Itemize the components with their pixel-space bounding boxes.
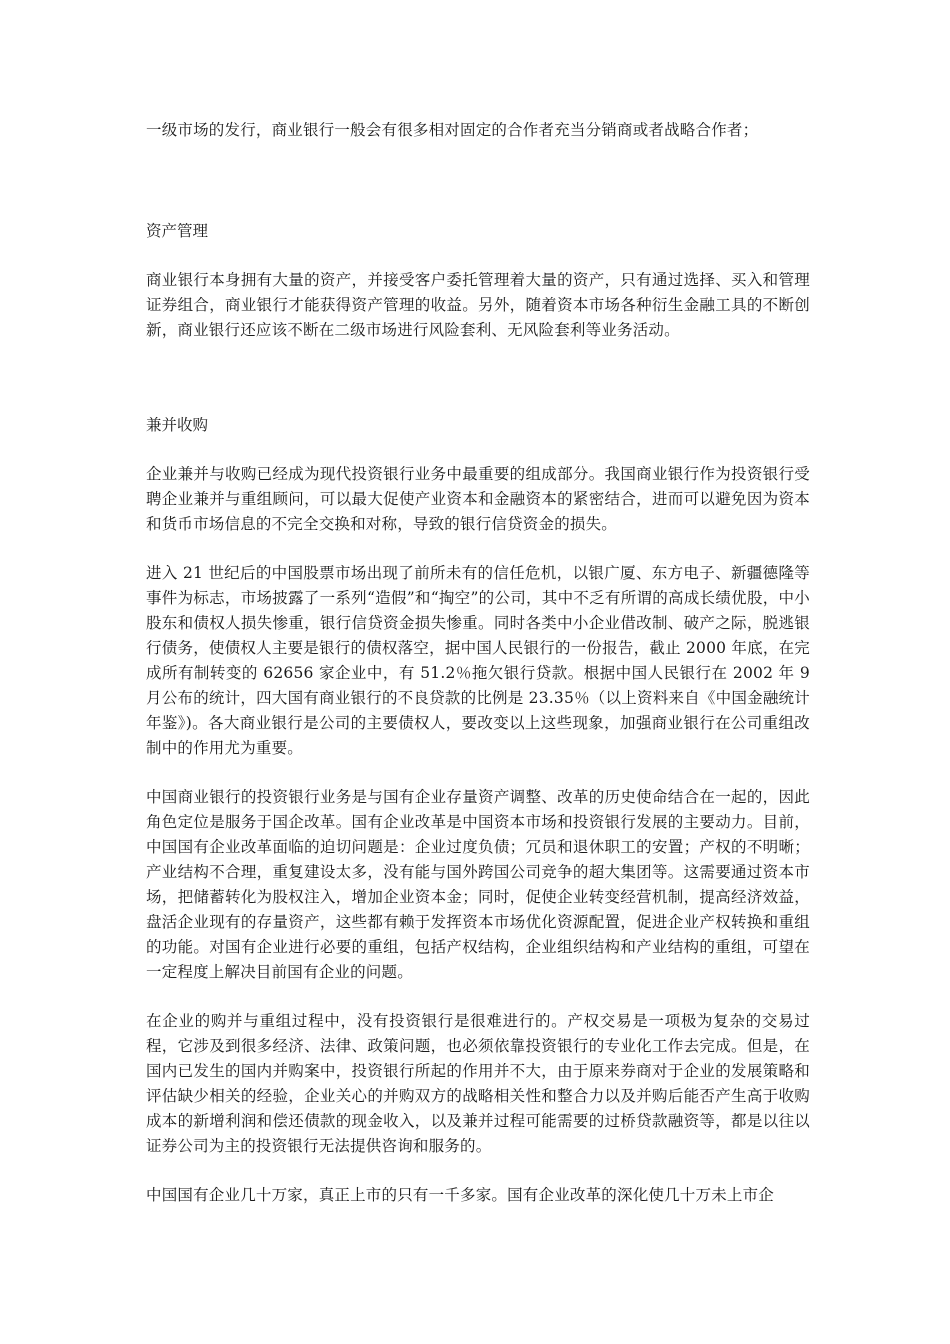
paragraph-asset-management: 商业银行本身拥有大量的资产，并接受客户委托管理着大量的资产，只有通过选择、买入和管理证券组合，商业银行才能获得资产管理的收益。另外，随着资本市场各种衍生金融工具的不断创新，商业银行还应该不断在二级市场进行风险套利、无风险套利等业务活动。 xyxy=(146,271,810,339)
section-heading-asset-management: 资产管理 xyxy=(146,222,209,240)
paragraph-ma-5: 中国国有企业几十万家，真正上市的只有一千多家。国有企业改革的深化使几十万未上市企 xyxy=(146,1186,775,1204)
paragraph-ma-3: 中国商业银行的投资银行业务是与国有企业存量资产调整、改革的历史使命结合在一起的，因此角色定位是服务于国企改革。国有企业改革是中国资本市场和投资银行发展的主要动力。目前，中国国有企业改革面临的迫切问题是：企业过度负债；冗员和退休职工的安置；产权的不明晰；产业结构不合理，重复建设太多，没有能与国外跨国公司竞争的超大集团等。这需要通过资本市场，把储蓄转化为股权注入，增加企业资本金；同时，促使企业转变经营机制，提高经济效益，盘活企业现有的存量资产，这些都有赖于发挥资本市场优化资源配置，促进企业产权转换和重组的功能。对国有企业进行必要的重组，包括产权结构，企业组织结构和产业结构的重组，可望在一定程度上解决目前国有企业的问题。 xyxy=(146,788,810,981)
document-page xyxy=(146,118,810,1232)
spacer xyxy=(146,143,810,219)
spacer xyxy=(146,367,810,413)
paragraph-ma-4: 在企业的购并与重组过程中，没有投资银行是很难进行的。产权交易是一项极为复杂的交易过程，它涉及到很多经济、法律、政策问题，也必须依靠投资银行的专业化工作去完成。但是，在国内已发生的国内并购案中，投资银行所起的作用并不大，由于原来券商对于企业的发展策略和评估缺少相关的经验，企业关心的并购双方的战略相关性和整合力以及并购后能否产生高于收购成本的新增利润和偿还债款的现金收入，以及兼并过程可能需要的过桥贷款融资等，都是以往以证券公司为主的投资银行无法提供咨询和服务的。 xyxy=(146,1012,810,1155)
paragraph-ma-2: 进入 21 世纪后的中国股票市场出现了前所未有的信任危机，以银广厦、东方电子、新疆德隆等事件为标志，市场披露了一系列“造假”和“掏空”的公司，其中不乏有所谓的高成长绩优股，中小股东和债权人损失惨重，银行信贷资金损失惨重。同时各类中小企业借改制、破产之际，脱逃银行债务，使债权人主要是银行的债权落空，据中国人民银行的一份报告，截止 2000 年底，在完成所有制转变的 62656 家企业中，有 51.2％拖欠银行贷款。根据中国人民银行在 2002 年 9 月公布的统计，四大国有商业银行的不良贷款的比例是 23.35％（以上资料来自《中国金融统计年鉴》)。各大商业银行是公司的主要债权人，要改变以上这些现象，加强商业银行在公司重组改制中的作用尤为重要。 xyxy=(146,564,810,757)
paragraph-ma-1: 企业兼并与收购已经成为现代投资银行业务中最重要的组成部分。我国商业银行作为投资银行受聘企业兼并与重组顾问，可以最大促使产业资本和金融资本的紧密结合，进而可以避免因为资本和货币市场信息的不完全交换和对称，导致的银行信贷资金的损失。 xyxy=(146,465,810,533)
section-heading-mergers-acquisitions: 兼并收购 xyxy=(146,416,209,434)
intro-paragraph: 一级市场的发行，商业银行一般会有很多相对固定的合作者充当分销商或者战略合作者； xyxy=(146,121,759,139)
